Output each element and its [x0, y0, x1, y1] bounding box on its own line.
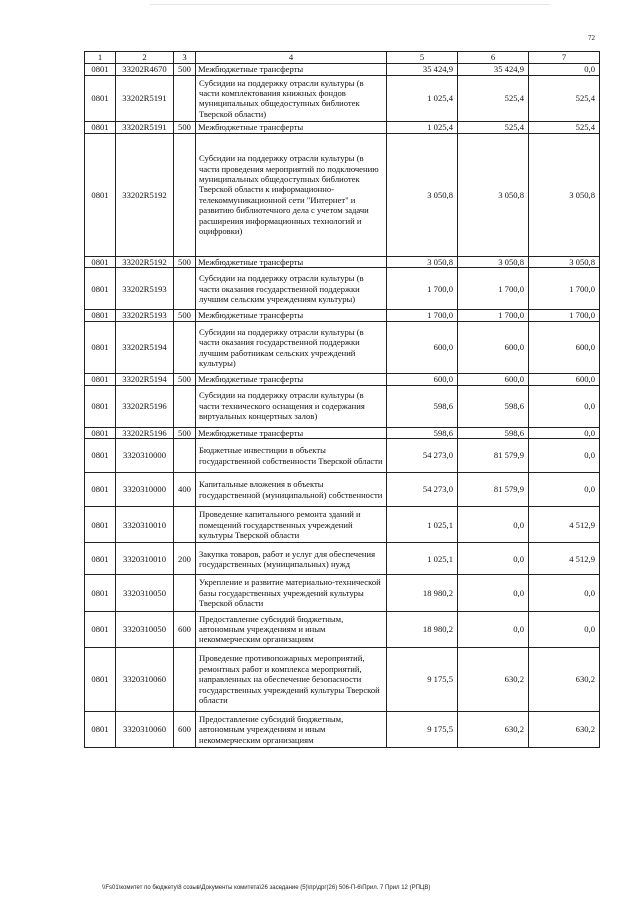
expense-type-cell — [174, 439, 196, 473]
header-cell: 1 — [85, 52, 116, 64]
name-cell: Капитальные вложения в объекты государственной (муниципальной) собственности — [196, 473, 387, 507]
table-row — [85, 543, 600, 575]
code-cell: 33202R5193 — [116, 310, 174, 322]
expense-type-cell: 500 — [174, 64, 196, 76]
name-cell: Предоставление субсидий бюджетным, автономным учреждениям и иным некоммерческим организациям — [196, 611, 387, 647]
section-cell: 0801 — [85, 374, 116, 386]
section-cell: 0801 — [85, 543, 116, 575]
code-cell: 33202R5192 — [116, 256, 174, 268]
value-col5-cell: 3 050,8 — [387, 256, 458, 268]
code-cell: 33202R5194 — [116, 322, 174, 374]
expense-type-cell — [174, 322, 196, 374]
table-row — [85, 507, 600, 543]
expense-type-cell: 600 — [174, 611, 196, 647]
table-row — [85, 473, 600, 507]
header-cell: 7 — [529, 52, 600, 64]
table-row — [85, 122, 600, 134]
name-cell: Закупка товаров, работ и услуг для обеспечения государственных (муниципальных) нужд — [196, 543, 387, 575]
code-cell: 3320310050 — [116, 575, 174, 611]
value-col7-cell: 0,0 — [529, 427, 600, 439]
footer-file-path: \\Fs01\комитет по бюджету\8 созыв\Документы комитета\26 заседание (5)\пр\дрг(26) 506-П-6\Прил. 7 Прил 12 (РПЦВ) — [102, 885, 431, 891]
value-col6-cell: 1 700,0 — [458, 310, 529, 322]
value-col6-cell: 630,2 — [458, 647, 529, 711]
value-col7-cell: 600,0 — [529, 322, 600, 374]
value-col6-cell: 81 579,9 — [458, 439, 529, 473]
value-col7-cell: 0,0 — [529, 575, 600, 611]
section-cell: 0801 — [85, 64, 116, 76]
value-col5-cell: 1 025,4 — [387, 122, 458, 134]
section-cell: 0801 — [85, 256, 116, 268]
value-col7-cell: 1 700,0 — [529, 310, 600, 322]
value-col6-cell: 0,0 — [458, 611, 529, 647]
expense-type-cell: 500 — [174, 427, 196, 439]
table-row — [85, 75, 600, 122]
name-cell: Межбюджетные трансферты — [196, 310, 387, 322]
table-row — [85, 310, 600, 322]
table-row — [85, 374, 600, 386]
value-col6-cell: 1 700,0 — [458, 268, 529, 310]
section-cell: 0801 — [85, 575, 116, 611]
expense-type-cell — [174, 507, 196, 543]
code-cell: 33202R5196 — [116, 427, 174, 439]
value-col5-cell: 9 175,5 — [387, 711, 458, 747]
table-row — [85, 256, 600, 268]
value-col5-cell: 54 273,0 — [387, 439, 458, 473]
name-cell: Межбюджетные трансферты — [196, 374, 387, 386]
table-header-row — [85, 52, 600, 64]
value-col6-cell: 0,0 — [458, 507, 529, 543]
expense-type-cell: 400 — [174, 473, 196, 507]
value-col5-cell: 598,6 — [387, 427, 458, 439]
name-cell: Межбюджетные трансферты — [196, 122, 387, 134]
name-cell: Межбюджетные трансферты — [196, 64, 387, 76]
table-row — [85, 439, 600, 473]
expense-type-cell: 500 — [174, 122, 196, 134]
section-cell: 0801 — [85, 647, 116, 711]
value-col7-cell: 0,0 — [529, 439, 600, 473]
name-cell: Субсидии на поддержку отрасли культуры (в части проведения мероприятий по подключению муниципальных общедоступных библиотек Тверской области к информационно-телекоммуникационной сети "Интернет" и развитию библиотечного дела с учетом задачи расширения информационных технологий и оцифровки) — [196, 133, 387, 256]
value-col5-cell: 1 700,0 — [387, 268, 458, 310]
name-cell: Субсидии на поддержку отрасли культуры (в части оказания государственной поддержки лучшим работникам сельских учреждений культуры) — [196, 322, 387, 374]
value-col7-cell: 600,0 — [529, 374, 600, 386]
table-row — [85, 64, 600, 76]
table-row — [85, 575, 600, 611]
table-row — [85, 133, 600, 256]
value-col5-cell: 9 175,5 — [387, 647, 458, 711]
expense-type-cell: 600 — [174, 711, 196, 747]
expense-type-cell — [174, 75, 196, 122]
section-cell: 0801 — [85, 122, 116, 134]
name-cell: Укрепление и развитие материально-технической базы государственных учреждений культуры Тверской области — [196, 575, 387, 611]
expense-type-cell — [174, 647, 196, 711]
section-cell: 0801 — [85, 427, 116, 439]
value-col7-cell: 630,2 — [529, 647, 600, 711]
value-col5-cell: 1 025,1 — [387, 543, 458, 575]
value-col5-cell: 600,0 — [387, 374, 458, 386]
section-cell: 0801 — [85, 611, 116, 647]
name-cell: Межбюджетные трансферты — [196, 427, 387, 439]
value-col5-cell: 1 025,4 — [387, 75, 458, 122]
name-cell: Предоставление субсидий бюджетным, автономным учреждениям и иным некоммерческим организациям — [196, 711, 387, 747]
page-number: 72 — [588, 34, 595, 42]
section-cell: 0801 — [85, 310, 116, 322]
value-col7-cell: 4 512,9 — [529, 543, 600, 575]
expense-type-cell — [174, 575, 196, 611]
value-col6-cell: 598,6 — [458, 427, 529, 439]
value-col5-cell: 3 050,8 — [387, 133, 458, 256]
code-cell: 33202R5196 — [116, 385, 174, 427]
table-row — [85, 611, 600, 647]
code-cell: 33202R5192 — [116, 133, 174, 256]
code-cell: 33202R4670 — [116, 64, 174, 76]
header-cell: 6 — [458, 52, 529, 64]
value-col7-cell: 4 512,9 — [529, 507, 600, 543]
budget-table — [84, 51, 600, 748]
code-cell: 3320310010 — [116, 543, 174, 575]
expense-type-cell — [174, 268, 196, 310]
name-cell: Субсидии на поддержку отрасли культуры (в части технического оснащения и содержания виртуальных концертных залов) — [196, 385, 387, 427]
name-cell: Субсидии на поддержку отрасли культуры (в части оказания государственной поддержки лучшим сельским учреждениям культуры) — [196, 268, 387, 310]
code-cell: 3320310060 — [116, 711, 174, 747]
section-cell: 0801 — [85, 385, 116, 427]
expense-type-cell — [174, 385, 196, 427]
value-col5-cell: 54 273,0 — [387, 473, 458, 507]
code-cell: 3320310000 — [116, 473, 174, 507]
table-row — [85, 268, 600, 310]
code-cell: 3320310060 — [116, 647, 174, 711]
code-cell: 33202R5194 — [116, 374, 174, 386]
name-cell: Проведение противопожарных мероприятий, ремонтных работ и комплекса мероприятий, направленных на обеспечение безопасности государственных учреждений культуры Тверской области — [196, 647, 387, 711]
header-cell: 2 — [116, 52, 174, 64]
name-cell: Бюджетные инвестиции в объекты государственной собственности Тверской области — [196, 439, 387, 473]
value-col7-cell: 0,0 — [529, 473, 600, 507]
section-cell: 0801 — [85, 133, 116, 256]
value-col6-cell: 35 424,9 — [458, 64, 529, 76]
section-cell: 0801 — [85, 268, 116, 310]
section-cell: 0801 — [85, 322, 116, 374]
value-col7-cell: 525,4 — [529, 122, 600, 134]
value-col7-cell: 0,0 — [529, 611, 600, 647]
code-cell: 3320310000 — [116, 439, 174, 473]
expense-type-cell — [174, 133, 196, 256]
table-row — [85, 322, 600, 374]
header-cell: 3 — [174, 52, 196, 64]
value-col7-cell: 1 700,0 — [529, 268, 600, 310]
value-col6-cell: 81 579,9 — [458, 473, 529, 507]
value-col6-cell: 0,0 — [458, 575, 529, 611]
expense-type-cell: 500 — [174, 310, 196, 322]
value-col5-cell: 1 025,1 — [387, 507, 458, 543]
value-col6-cell: 600,0 — [458, 322, 529, 374]
header-cell: 4 — [196, 52, 387, 64]
value-col6-cell: 0,0 — [458, 543, 529, 575]
value-col6-cell: 630,2 — [458, 711, 529, 747]
table-row — [85, 647, 600, 711]
code-cell: 33202R5191 — [116, 122, 174, 134]
value-col6-cell: 525,4 — [458, 122, 529, 134]
name-cell: Межбюджетные трансферты — [196, 256, 387, 268]
value-col5-cell: 18 980,2 — [387, 575, 458, 611]
value-col6-cell: 525,4 — [458, 75, 529, 122]
value-col7-cell: 525,4 — [529, 75, 600, 122]
expense-type-cell: 500 — [174, 374, 196, 386]
section-cell: 0801 — [85, 711, 116, 747]
value-col5-cell: 35 424,9 — [387, 64, 458, 76]
value-col7-cell: 3 050,8 — [529, 256, 600, 268]
expense-type-cell: 200 — [174, 543, 196, 575]
value-col6-cell: 598,6 — [458, 385, 529, 427]
name-cell: Субсидии на поддержку отрасли культуры (в части комплектования книжных фондов муниципальных общедоступных библиотек Тверской области) — [196, 75, 387, 122]
value-col5-cell: 600,0 — [387, 322, 458, 374]
value-col5-cell: 598,6 — [387, 385, 458, 427]
value-col6-cell: 3 050,8 — [458, 133, 529, 256]
value-col5-cell: 18 980,2 — [387, 611, 458, 647]
code-cell: 33202R5191 — [116, 75, 174, 122]
value-col7-cell: 630,2 — [529, 711, 600, 747]
value-col7-cell: 0,0 — [529, 385, 600, 427]
code-cell: 3320310050 — [116, 611, 174, 647]
table-row — [85, 711, 600, 747]
table-row — [85, 427, 600, 439]
value-col5-cell: 1 700,0 — [387, 310, 458, 322]
value-col7-cell: 3 050,8 — [529, 133, 600, 256]
section-cell: 0801 — [85, 507, 116, 543]
value-col6-cell: 600,0 — [458, 374, 529, 386]
code-cell: 33202R5193 — [116, 268, 174, 310]
scan-artifact-line — [150, 4, 550, 5]
table-row — [85, 385, 600, 427]
name-cell: Проведение капитального ремонта зданий и помещений государственных учреждений культуры Тверской области — [196, 507, 387, 543]
section-cell: 0801 — [85, 439, 116, 473]
code-cell: 3320310010 — [116, 507, 174, 543]
section-cell: 0801 — [85, 473, 116, 507]
value-col6-cell: 3 050,8 — [458, 256, 529, 268]
header-cell: 5 — [387, 52, 458, 64]
section-cell: 0801 — [85, 75, 116, 122]
expense-type-cell: 500 — [174, 256, 196, 268]
value-col7-cell: 0,0 — [529, 64, 600, 76]
